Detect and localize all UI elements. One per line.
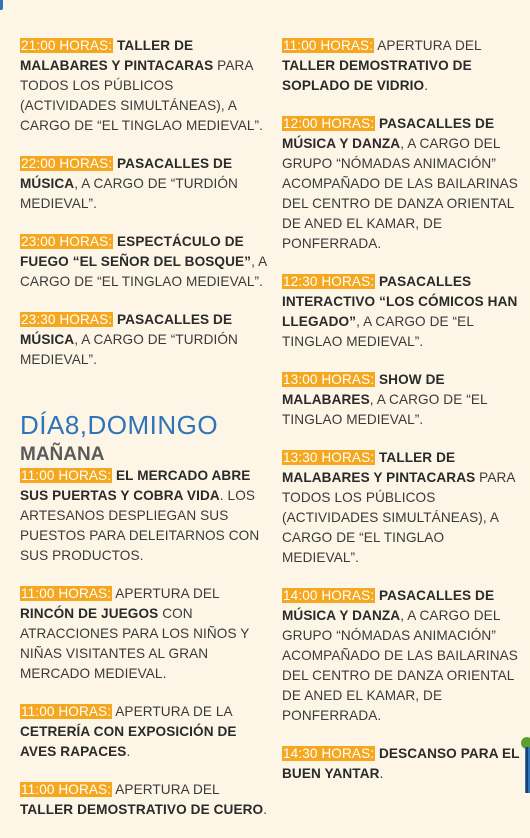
time-label: 14:30 HORAS: <box>283 746 375 761</box>
left-column <box>20 36 270 838</box>
schedule-entry <box>20 780 270 820</box>
activity-detail: . <box>379 766 384 781</box>
activity-prefix: APERTURA DEL <box>112 782 220 797</box>
time-label: 11:00 HORAS: <box>21 586 112 601</box>
time-label: 12:30 HORAS: <box>283 274 375 289</box>
right-column <box>282 36 522 802</box>
activity-title: TALLER DEMOSTRATIVO DE SOPLADO DE VIDRIO <box>282 58 472 93</box>
activity-title: PASACALLES DE MÚSICA Y DANZA <box>282 116 495 151</box>
time-label: 23:00 HORAS: <box>21 234 113 249</box>
time-label: 14:00 HORAS: <box>283 588 375 603</box>
activity-prefix: APERTURA DE LA <box>112 704 232 719</box>
activity-title: RINCÓN DE JUEGOS <box>20 606 159 621</box>
schedule-entry <box>282 448 522 568</box>
activity-detail: . <box>263 802 268 817</box>
activity-detail: , A CARGO DE “EL TINGLAO MEDIEVAL”. <box>282 392 488 427</box>
schedule-entry <box>20 702 270 762</box>
time-label: 22:00 HORAS: <box>21 156 113 171</box>
activity-title: TALLER DE MALABARES Y PINTACARAS <box>282 450 476 485</box>
activity-detail: , A CARGO DE “EL TINGLAO MEDIEVAL”. <box>282 314 474 349</box>
activity-prefix: APERTURA DEL <box>374 38 482 53</box>
activity-detail: PARA TODOS LOS PÚBLICOS (ACTIVIDADES SIMULTÁNEAS), A CARGO DE “EL TINGLAO MEDIEVAL”. <box>282 470 515 565</box>
schedule-entry <box>282 586 522 726</box>
activity-detail: . <box>126 744 131 759</box>
activity-title: CETRERÍA CON EXPOSICIÓN DE AVES RAPACES <box>20 724 237 759</box>
activity-title: DESCANSO PARA EL BUEN YANTAR <box>282 746 520 781</box>
schedule-entry <box>20 154 270 214</box>
activity-title: TALLER DEMOSTRATIVO DE CUERO <box>20 802 264 817</box>
edge-mark <box>0 0 3 10</box>
activity-detail: , A CARGO DE “EL TINGLAO MEDIEVAL”. <box>20 254 267 289</box>
activity-detail: PARA TODOS LOS PÚBLICOS (ACTIVIDADES SIMULTÁNEAS), A CARGO DE “EL TINGLAO MEDIEVAL”. <box>20 58 264 133</box>
schedule-entry <box>282 272 522 352</box>
activity-detail: CON ATRACCIONES PARA LOS NIÑOS Y NIÑAS VISITANTES AL GRAN MERCADO MEDIEVAL. <box>20 606 250 681</box>
schedule-entry <box>282 114 522 254</box>
activity-title: EL MERCADO ABRE SUS PUERTAS Y COBRA VIDA <box>20 468 251 503</box>
activity-prefix: S <box>375 372 389 387</box>
schedule-entry <box>20 232 270 292</box>
activity-title: PASACALLES DE MÚSICA Y DANZA <box>282 588 495 623</box>
schedule-entry <box>20 310 270 370</box>
schedule-entry <box>282 744 522 784</box>
activity-title: PASACALLES DE MÚSICA <box>20 156 233 191</box>
activity-title: PASACALLES INTERACTIVO “LOS CÓMICOS HAN LLEGADO” <box>282 274 518 329</box>
time-label: 21:00 HORAS: <box>21 38 113 53</box>
schedule-entry <box>20 466 270 566</box>
time-label: 13:00 HORAS: <box>283 372 375 387</box>
schedule-entry <box>20 584 270 684</box>
time-label: 12:00 HORAS: <box>283 116 375 131</box>
activity-detail: . LOS ARTESANOS DESPLIEGAN SUS PUESTOS PARA DELEITARNOS CON SUS PRODUCTOS. <box>20 488 260 563</box>
time-label: 13:30 HORAS: <box>283 450 375 465</box>
activity-title: ESPECTÁCULO DE FUEGO “EL SEÑOR DEL BOSQUE” <box>20 234 252 269</box>
activity-detail: , A CARGO DEL GRUPO “NÓMADAS ANIMACIÓN” ACOMPAÑADO DE LAS BAILARINAS DEL CENTRO DE DANZA ORIENTAL DE ANED EL KAMAR, DE PONFERRADA. <box>282 136 518 251</box>
time-label: 11:00 HORAS: <box>283 38 374 53</box>
time-label: 23:30 HORAS: <box>21 312 113 327</box>
section-title: MAÑANA <box>20 444 105 465</box>
activity-detail: , A CARGO DE “TURDIÓN MEDIEVAL”. <box>20 332 238 367</box>
activity-title: PASACALLES DE MÚSICA <box>20 312 233 347</box>
activity-title: HOW DE MALABARES <box>282 372 445 407</box>
schedule-entry <box>282 36 522 96</box>
day-title: DÍA8,DOMINGO <box>20 410 219 440</box>
time-label: 11:00 HORAS: <box>21 704 112 719</box>
activity-detail: , A CARGO DE “TURDIÓN MEDIEVAL”. <box>20 176 238 211</box>
activity-title: TALLER DE MALABARES Y PINTACARAS <box>20 38 214 73</box>
activity-detail: , A CARGO DEL GRUPO “NÓMADAS ANIMACIÓN” ACOMPAÑADO DE LAS BAILARINAS DEL CENTRO DE DANZA ORIENTAL DE ANED EL KAMAR, DE PONFERRADA. <box>282 608 518 723</box>
schedule-entry <box>282 370 522 430</box>
activity-prefix: APERTURA DEL <box>112 586 220 601</box>
corner-decoration-icon <box>518 733 530 793</box>
time-label: 11:00 HORAS: <box>21 468 112 483</box>
activity-detail: . <box>424 78 429 93</box>
schedule-entry <box>20 36 270 136</box>
time-label: 11:00 HORAS: <box>21 782 112 797</box>
